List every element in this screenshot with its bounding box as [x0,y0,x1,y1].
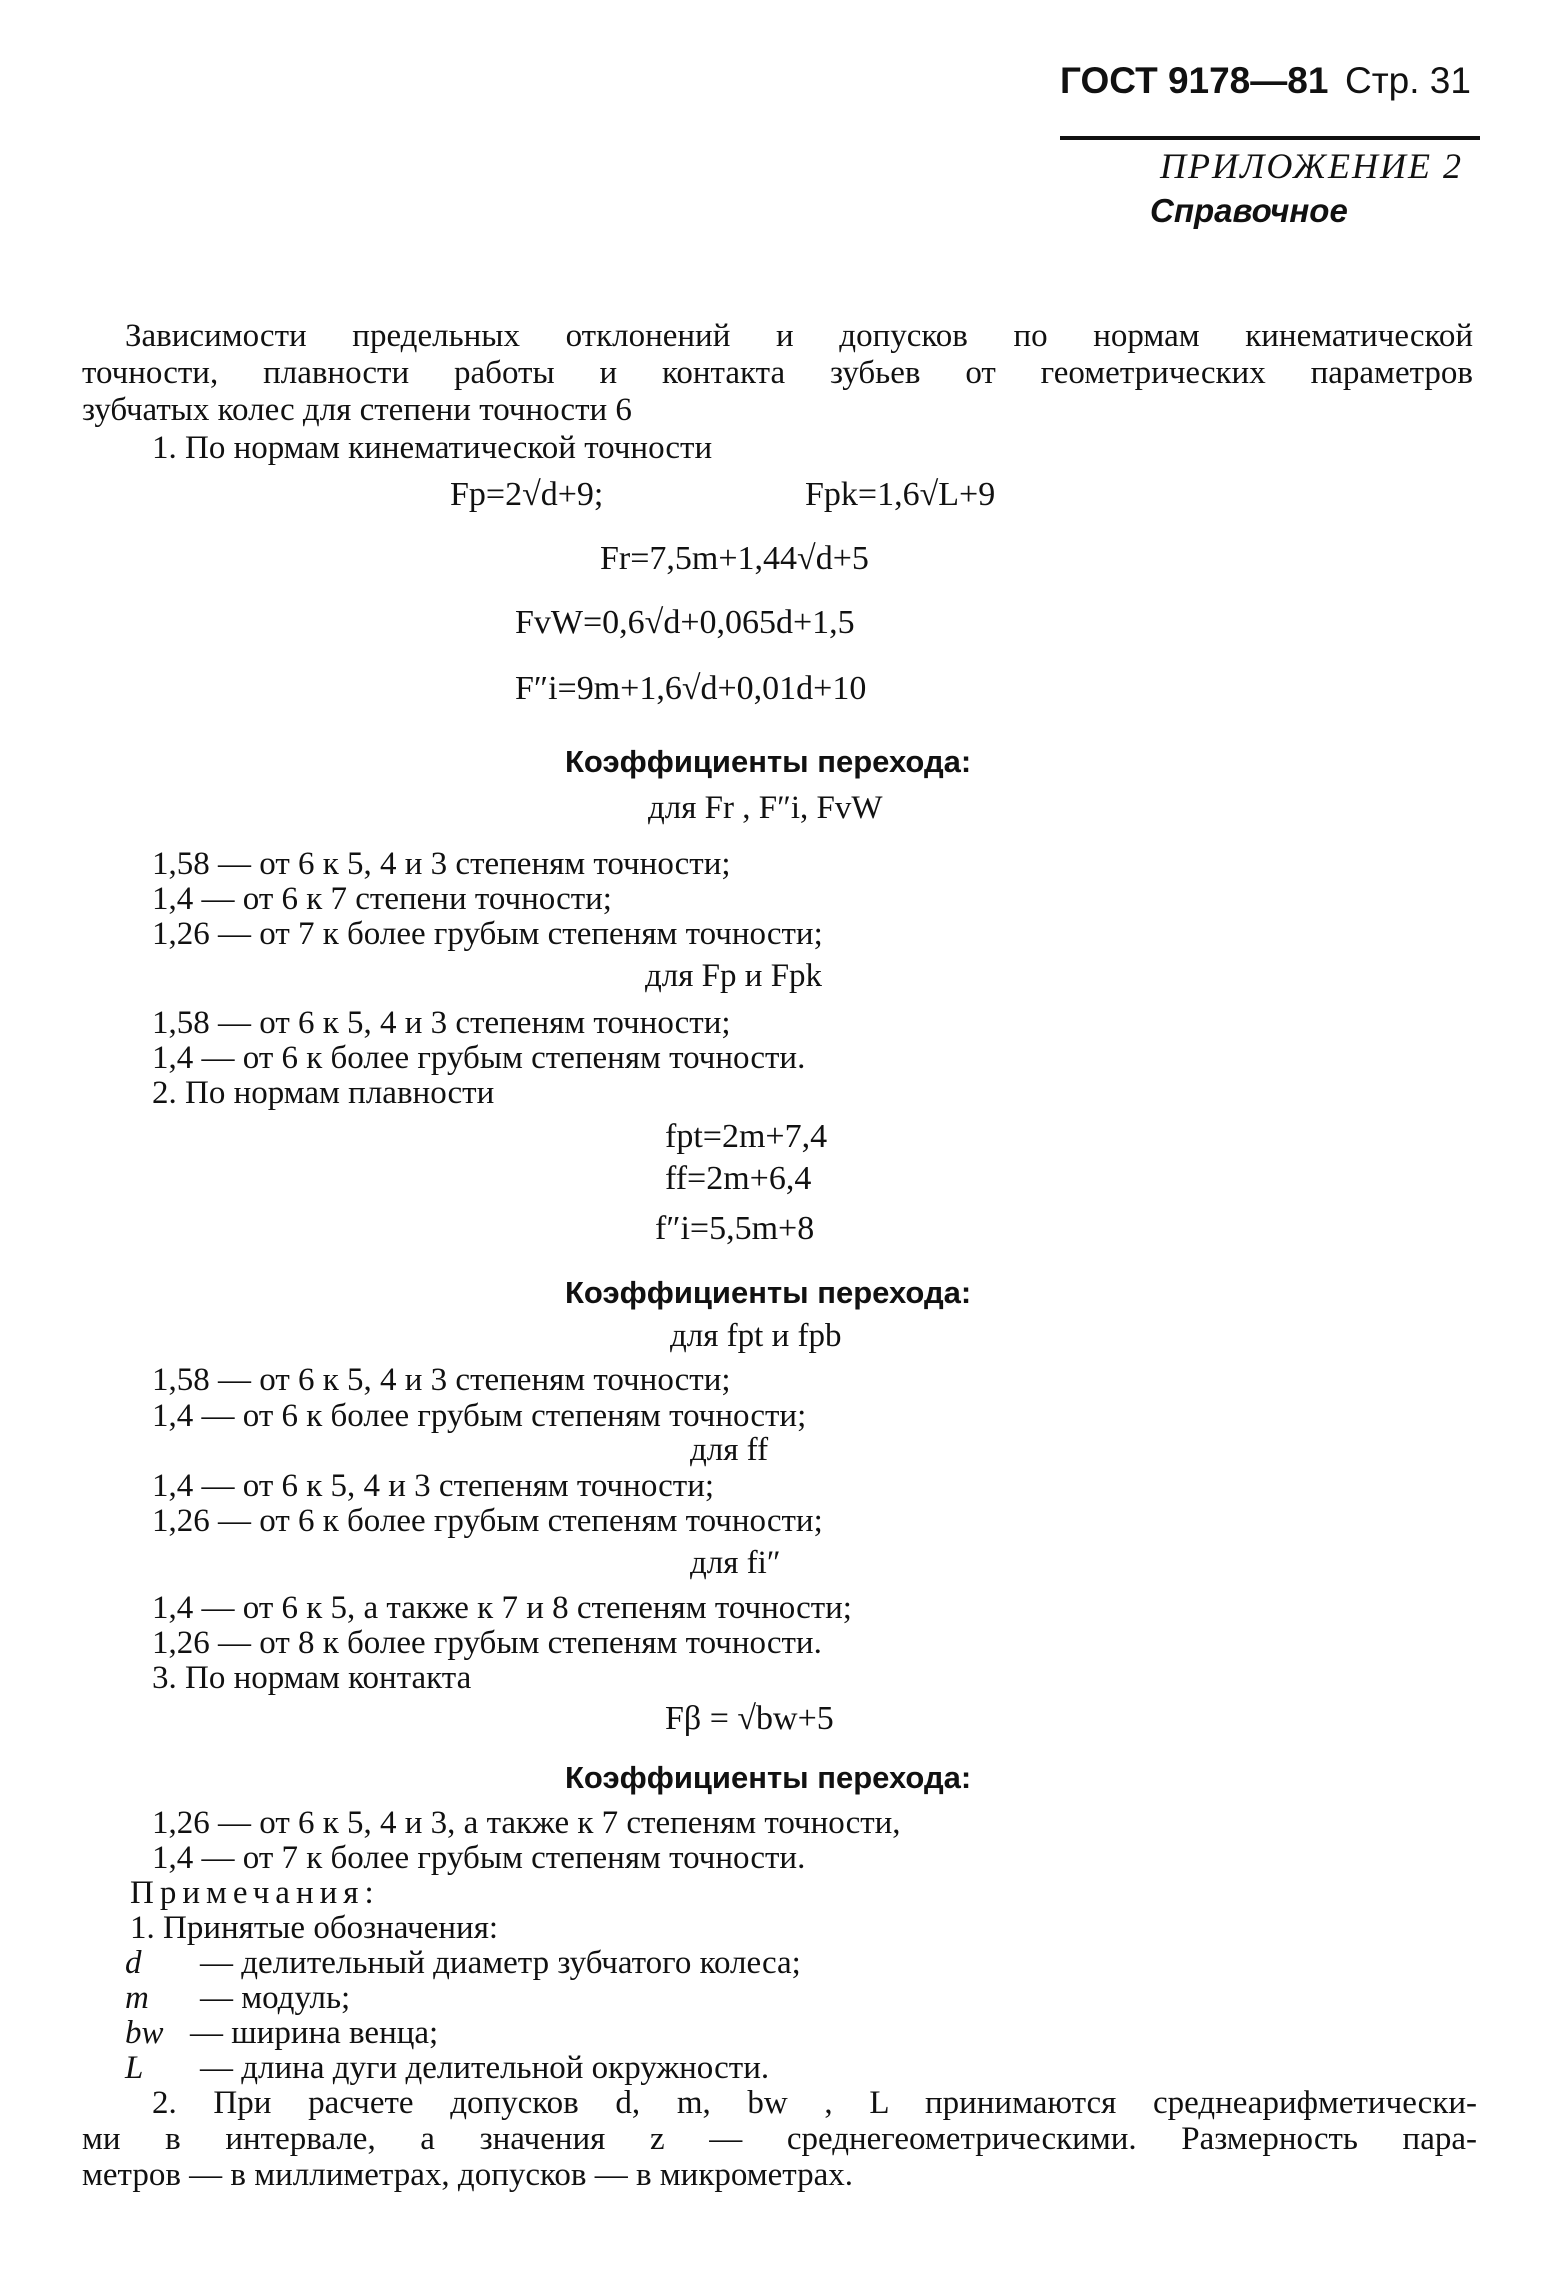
section-3-a1: 1,26 — от 6 к 5, 4 и 3, а также к 7 степеням точности, [152,1805,901,1841]
section-2-for-a: для fpt и fpb [670,1318,842,1354]
note-1: 1. Принятые обозначения: [130,1910,499,1946]
formula-fpk: Fpk=1,6√L+9 [805,476,996,513]
formula-fi: F″i=9m+1,6√d+0,01d+10 [515,670,867,707]
intro-line-1: Зависимости предельных отклонений и допусков по нормам кинематической [125,318,1473,354]
section-3-title: 3. По нормам контакта [152,1660,472,1696]
section-2-c1: 1,4 — от 6 к 5, а также к 7 и 8 степеням точности; [152,1590,852,1626]
section-2-a1: 1,58 — от 6 к 5, 4 и 3 степеням точности; [152,1362,731,1398]
section-2-b1: 1,4 — от 6 к 5, 4 и 3 степеням точности; [152,1468,715,1504]
symbol-d-text: — делительный диаметр зубчатого колеса; [200,1945,801,1981]
formula-fbeta: Fβ = √bw+5 [665,1700,834,1737]
symbol-l: L [125,2050,144,2086]
symbol-d: d [125,1945,142,1981]
section-3-coef-heading: Коэффициенты перехода: [565,1760,972,1795]
page-number: Стр. 31 [1345,60,1471,101]
section-1-coef-heading: Коэффициенты перехода: [565,744,972,779]
section-1-for-a: для Fr , F″i, FvW [648,790,883,826]
note-2-line-3: метров — в миллиметрах, допусков — в микрометрах. [82,2157,853,2193]
formula-fpt: fpt=2m+7,4 [665,1118,828,1155]
symbol-l-text: — длина дуги делительной окружности. [200,2050,770,2086]
intro-line-3: зубчатых колес для степени точности 6 [82,392,632,428]
section-1-a3: 1,26 — от 7 к более грубым степеням точности; [152,916,823,952]
section-2-a2: 1,4 — от 6 к более грубым степеням точности; [152,1398,807,1434]
section-1-b2: 1,4 — от 6 к более грубым степеням точности. [152,1040,806,1076]
formula-fp: Fp=2√d+9; [450,476,604,513]
appendix-type: Справочное [1150,192,1348,229]
section-3-a2: 1,4 — от 7 к более грубым степеням точности. [152,1840,806,1876]
intro-line-2: точности, плавности работы и контакта зубьев от геометрических параметров [82,355,1473,391]
section-2-coef-heading: Коэффициенты перехода: [565,1275,972,1310]
standard-number: ГОСТ 9178—81 [1060,60,1329,101]
header-rule [1060,136,1480,140]
section-1-for-b: для Fp и Fpk [645,958,823,994]
symbol-bw: bw [125,2015,164,2051]
formula-fi-smooth: f″i=5,5m+8 [655,1210,815,1247]
section-1-a1: 1,58 — от 6 к 5, 4 и 3 степеням точности; [152,846,731,882]
note-2-line-2: ми в интервале, а значения z — среднегеометрическими. Размерность пара- [82,2121,1477,2157]
section-1-a2: 1,4 — от 6 к 7 степени точности; [152,881,612,917]
section-2-title: 2. По нормам плавности [152,1075,495,1111]
section-2-for-b: для ff [690,1432,769,1468]
formula-ff: ff=2m+6,4 [665,1160,812,1197]
section-2-c2: 1,26 — от 8 к более грубым степеням точности. [152,1625,822,1661]
note-2-line-1: 2. При расчете допусков d, m, bw , L принимаются среднеарифметически- [152,2085,1477,2121]
formula-fvw: FvW=0,6√d+0,065d+1,5 [515,604,855,641]
formula-fr: Fr=7,5m+1,44√d+5 [600,540,869,577]
symbol-bw-text: — ширина венца; [190,2015,439,2051]
section-1-title: 1. По нормам кинематической точности [152,430,713,466]
symbol-m: m [125,1980,149,2016]
section-2-b2: 1,26 — от 6 к более грубым степеням точности; [152,1503,823,1539]
section-1-b1: 1,58 — от 6 к 5, 4 и 3 степеням точности; [152,1005,731,1041]
symbol-m-text: — модуль; [200,1980,351,2016]
section-2-for-c: для fi″ [690,1545,781,1581]
appendix-title: ПРИЛОЖЕНИЕ 2 [1160,146,1463,186]
notes-heading: Примечания: [130,1875,380,1911]
